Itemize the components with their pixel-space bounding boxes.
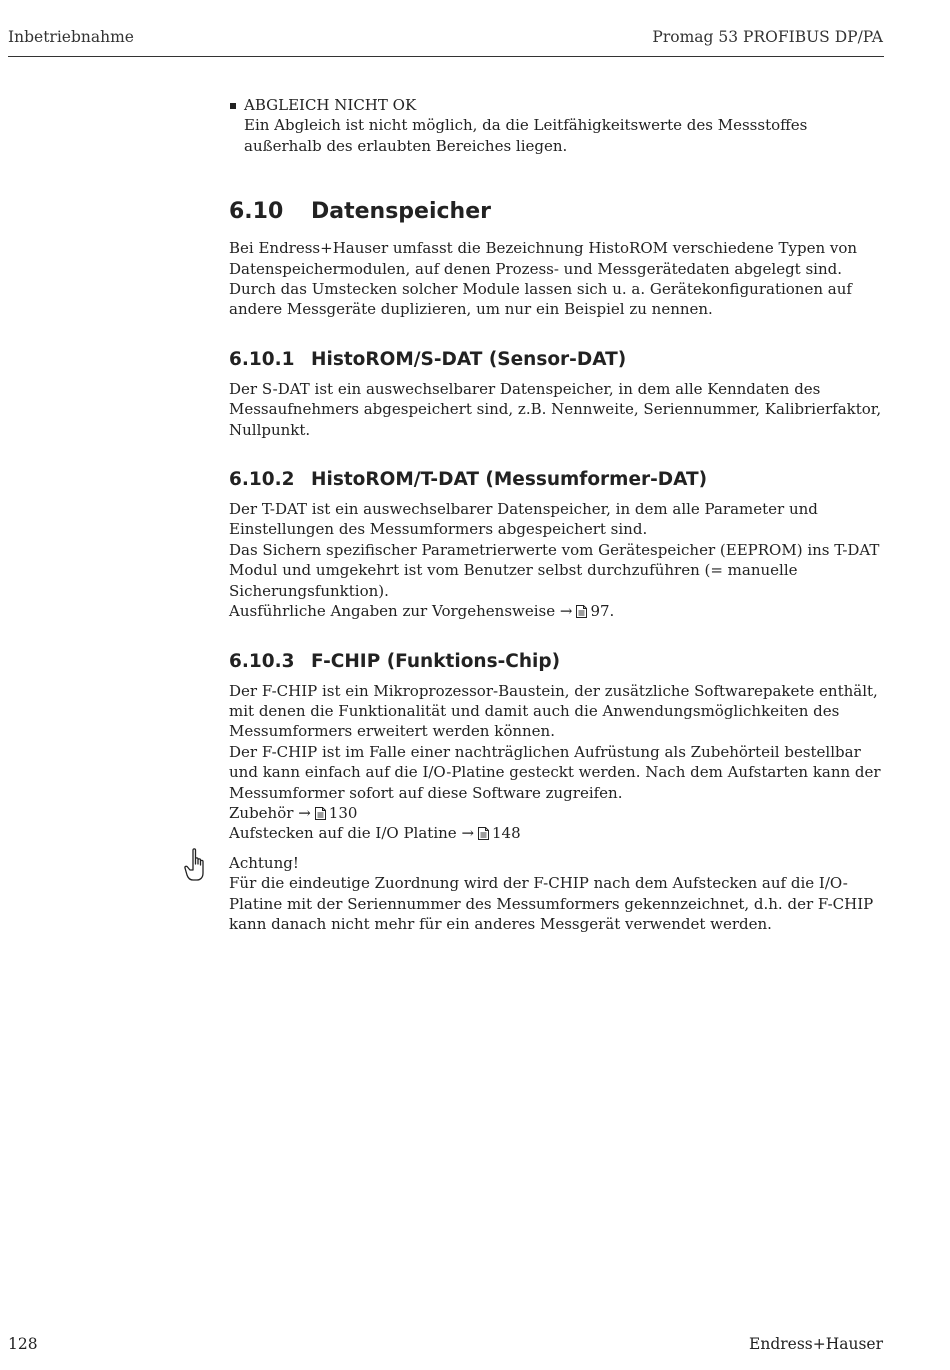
subsection-3-paragraph-1: Der F-CHIP ist ein Mikroprozessor-Baustein, der zusätzliche Softwarepakete enthält, mit denen die Funktionalität und damit auch die Anwendungsmöglichkeiten des Messumformers erweitert werden können. xyxy=(229,681,878,741)
pointing-hand-icon xyxy=(183,847,209,887)
reference-text: Ausführliche Angaben zur Vorgehensweise xyxy=(229,602,556,621)
reference-page: 130 xyxy=(328,803,358,822)
header-chapter: Inbetriebnahme xyxy=(8,28,134,46)
section-paragraph: Bei Endress+Hauser umfasst die Bezeichnung HistoROM verschiedene Typen von Datenspeichermodulen, auf denen Prozess- und Messgerätedaten abgelegt sind. Durch das Umstecken solcher Module lassen sich u. a. Gerätekonfigurationen auf andere Messgeräte duplizieren, um nur ein Beispiel zu nennen. xyxy=(229,239,858,319)
reference-text: Zubehör xyxy=(229,803,294,822)
subsection-number-1: 6.10.1 xyxy=(229,348,295,370)
bullet-square-icon xyxy=(230,103,236,109)
bullet-text: Ein Abgleich ist nicht möglich, da die Leitfähigkeitswerte des Messstoffes außerhalb des erlaubten Bereiches liegen. xyxy=(244,116,808,155)
subsection-2-paragraph-1: Der T-DAT ist ein auswechselbarer Datenspeicher, in dem alle Parameter und Einstellungen des Messumformers abgespeichert sind. xyxy=(229,500,818,539)
page-reference-icon xyxy=(315,807,326,820)
note-title: Achtung! xyxy=(229,853,299,872)
subsection-2-paragraph-2: Das Sichern spezifischer Parametrierwerte vom Gerätespeicher (EEPROM) ins T-DAT Modul und umgekehrt ist vom Benutzer selbst durchzuführen (= manuelle Sicherungsfunktion). xyxy=(229,540,880,600)
caution-note xyxy=(229,853,884,935)
arrow-icon: → xyxy=(461,824,475,843)
subsection-title-1: HistoROM/S-DAT (Sensor-DAT) xyxy=(311,348,627,370)
subsection-title-3: F-CHIP (Funktions-Chip) xyxy=(311,650,561,672)
subsection-3-reference-1 xyxy=(229,803,884,823)
arrow-icon: → xyxy=(298,803,311,822)
subsection-3-paragraph-2: Der F-CHIP ist im Falle einer nachträglichen Aufrüstung als Zubehörteil bestellbar und kann einfach auf die I/O-Platine gesteckt werden. Nach dem Aufstarten kann der Messumformer sofort auf diese Software zugreifen. xyxy=(229,742,881,802)
page-number: 128 xyxy=(8,1335,38,1353)
section-number: 6.10 xyxy=(229,199,284,225)
subsection-number-2: 6.10.2 xyxy=(229,469,295,491)
main-content xyxy=(229,95,884,934)
subsection-heading-3 xyxy=(229,650,884,674)
reference-page: 148 xyxy=(492,824,521,843)
page-reference-icon xyxy=(576,605,587,618)
subsection-title-2: HistoROM/T-DAT (Messumformer-DAT) xyxy=(311,469,708,491)
arrow-icon: → xyxy=(559,602,573,621)
bullet-item xyxy=(229,95,884,156)
header-divider xyxy=(8,56,884,57)
subsection-heading-1 xyxy=(229,348,884,372)
subsection-number-3: 6.10.3 xyxy=(229,650,295,672)
subsection-2-reference xyxy=(229,601,884,621)
section-title: Datenspeicher xyxy=(311,199,491,225)
page-reference-icon xyxy=(478,827,489,840)
note-text: Für die eindeutige Zuordnung wird der F-CHIP nach dem Aufstecken auf die I/O-Platine mit der Seriennummer des Messumformers gekennzeichnet, d.h. der F-CHIP kann danach nicht mehr für ein anderes Messgerät verwendet werden. xyxy=(229,874,874,933)
subsection-1-paragraph: Der S-DAT ist ein auswechselbarer Datenspeicher, in dem alle Kenndaten des Messaufnehmers abgespeichert sind, z.B. Nennweite, Seriennummer, Kalibrierfaktor, Nullpunkt. xyxy=(229,379,882,439)
section-heading xyxy=(229,198,884,226)
reference-page: 97. xyxy=(590,602,615,621)
subsection-heading-2 xyxy=(229,468,884,492)
reference-text: Aufstecken auf die I/O Platine xyxy=(229,824,457,843)
bullet-title: ABGLEICH NICHT OK xyxy=(244,96,417,114)
footer-brand: Endress+Hauser xyxy=(749,1335,883,1353)
header-product: Promag 53 PROFIBUS DP/PA xyxy=(652,28,883,46)
subsection-3-reference-2 xyxy=(229,823,884,843)
